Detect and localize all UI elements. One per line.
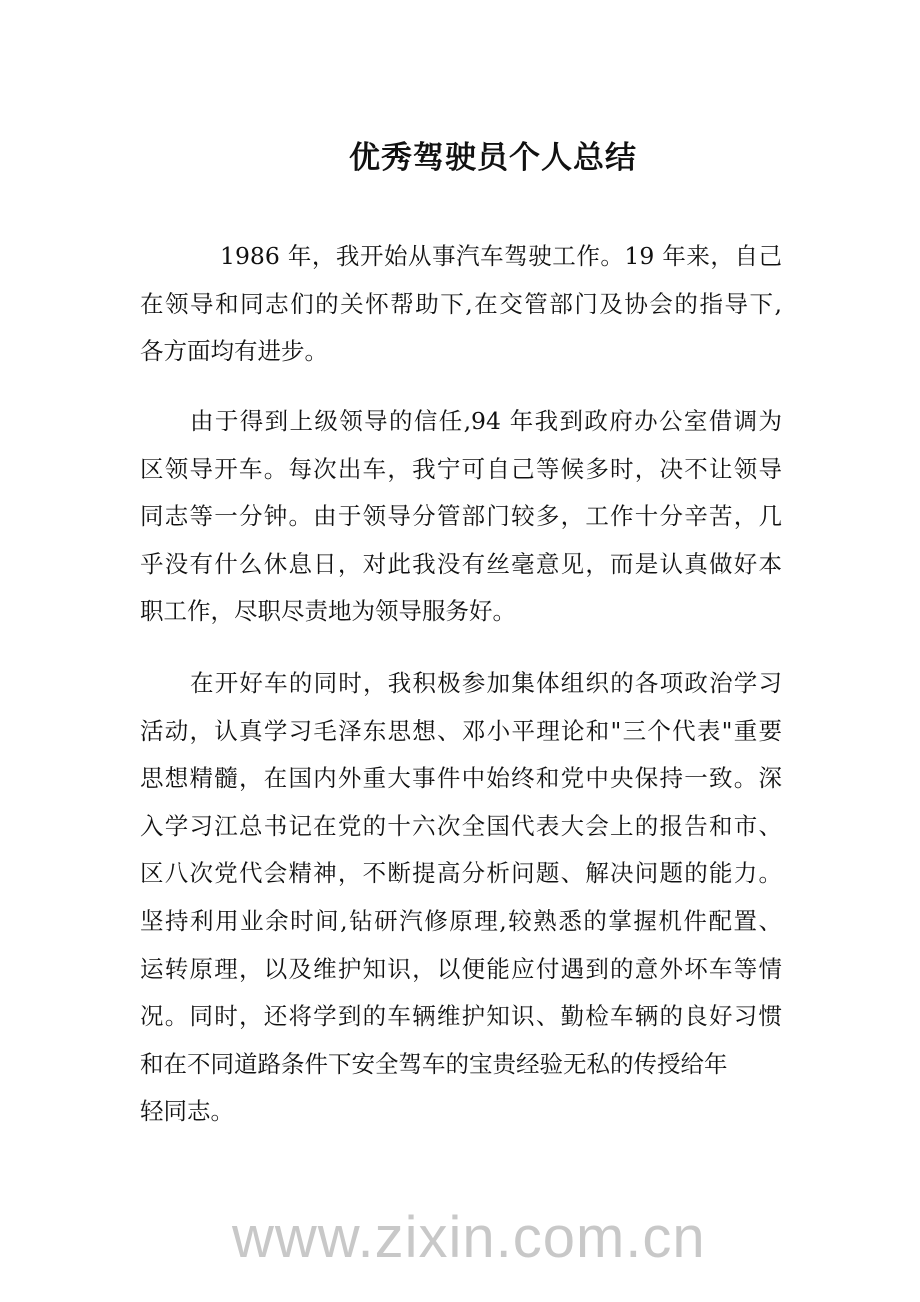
text-line: 运转原理，以及维护知识，以便能应付遇到的意外坏车等情 [140, 954, 782, 983]
text-line: 乎没有什么休息日，对此我没有丝毫意见，而是认真做好本 [140, 549, 782, 578]
text-line: 1986 年，我开始从事汽车驾驶工作。19 年来，自己 [220, 242, 782, 270]
text-line: 和在不同道路条件下安全驾车的宝贵经验无私的传授给年 [140, 1049, 728, 1078]
paragraph-2 [140, 398, 782, 636]
paragraph-3 [140, 660, 782, 1136]
text-line: 各方面均有进步。 [140, 337, 328, 366]
text-line: 同志等一分钟。由于领导分管部门较多，工作十分辛苦，几 [140, 502, 782, 531]
text-line: 职工作，尽职尽责地为领导服务好。 [140, 597, 516, 626]
text-line: 在领导和同志们的关怀帮助下,在交管部门及协会的指导下, [140, 289, 782, 318]
text-line: 区八次党代会精神，不断提高分析问题、解决问题的能力。 [140, 859, 782, 888]
paragraph-1 [140, 233, 782, 376]
text-line: 况。同时，还将学到的车辆维护知识、勤检车辆的良好习惯 [140, 1002, 782, 1031]
text-line: 由于得到上级领导的信任,94 年我到政府办公室借调为 [190, 407, 782, 435]
text-line: 区领导开车。每次出车，我宁可自己等候多时，决不让领导 [140, 454, 782, 483]
text-line: 活动，认真学习毛泽东思想、邓小平理论和"三个代表"重要 [140, 716, 782, 745]
text-line: 轻同志。 [140, 1097, 234, 1126]
text-line: 入学习江总书记在党的十六次全国代表大会上的报告和市、 [140, 811, 782, 840]
document-title: 优秀驾驶员个人总结 [349, 140, 637, 176]
text-line: 思想精髓，在国内外重大事件中始终和党中央保持一致。深 [140, 764, 782, 793]
watermark: www.zixin.com.cn [232, 1205, 706, 1270]
text-line: 坚持利用业余时间,钻研汽修原理,较熟悉的掌握机件配置、 [140, 906, 782, 935]
text-line: 在开好车的同时，我积极参加集体组织的各项政治学习 [190, 669, 782, 697]
